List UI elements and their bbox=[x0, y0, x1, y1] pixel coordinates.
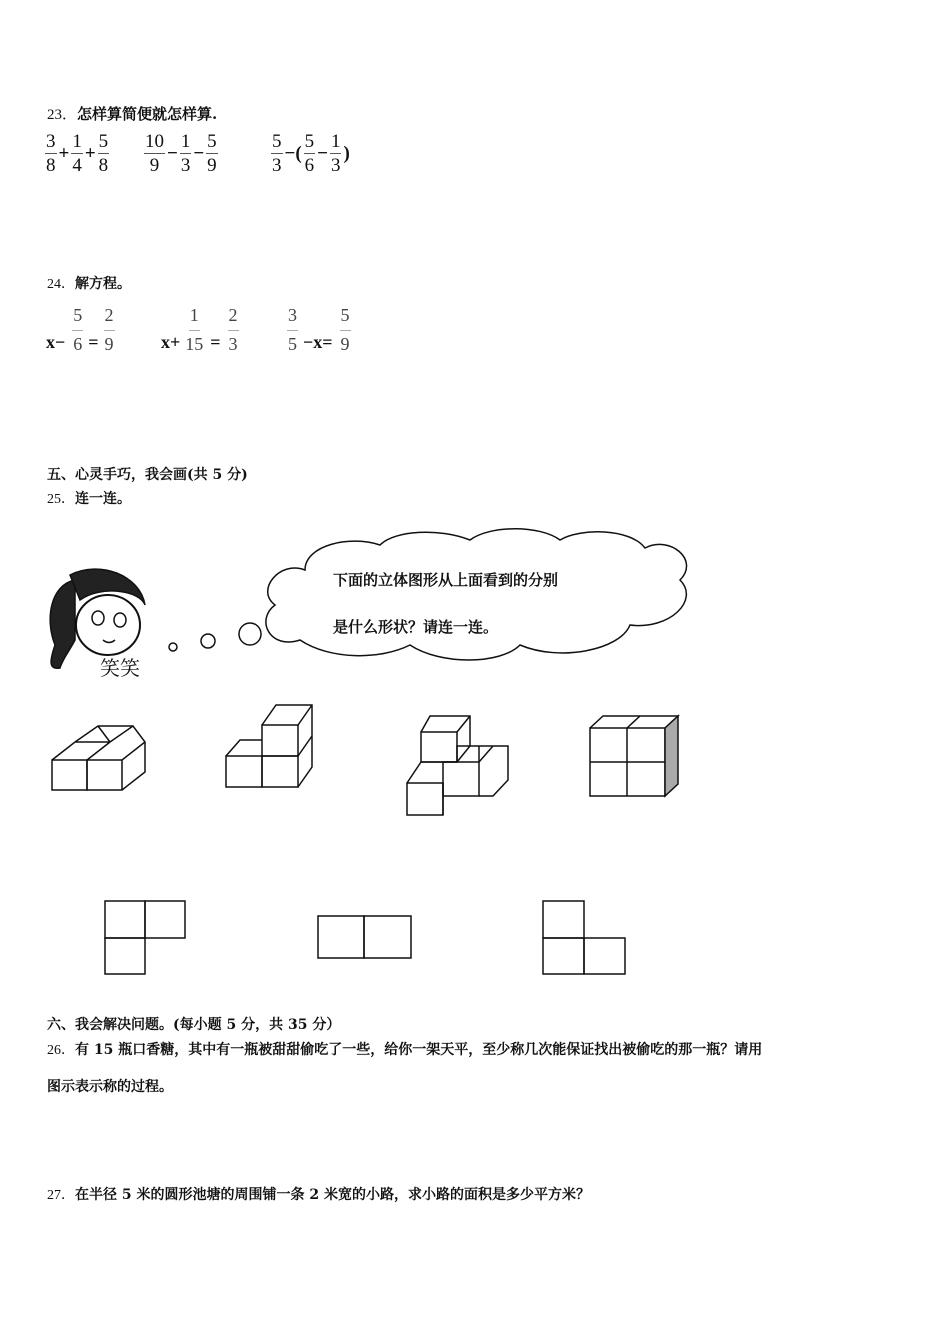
section5-heading: 五、心灵手巧，我会画(共 5 分) bbox=[47, 467, 248, 483]
operator: − bbox=[193, 142, 205, 164]
character-name: 笑笑 bbox=[100, 656, 140, 680]
section6-heading: 六、我会解决问题。(每小题 5 分，共 35 分） bbox=[47, 1017, 341, 1033]
equation-part: x+ bbox=[161, 332, 181, 352]
numerator: 5 bbox=[272, 131, 282, 152]
q27-number: 27． bbox=[47, 1188, 75, 1203]
q26-line-2: 图示表示称的过程。 bbox=[47, 1079, 173, 1095]
thought-dot-large bbox=[239, 623, 261, 645]
denominator: 8 bbox=[46, 155, 56, 176]
denominator: 9 bbox=[149, 155, 160, 176]
denominator: 15 bbox=[185, 334, 204, 354]
denominator: 6 bbox=[73, 334, 83, 354]
thought-dot-small bbox=[169, 643, 177, 651]
equation-part: = bbox=[88, 332, 99, 352]
bubble-line-2: 是什么形状？请连一连。 bbox=[333, 618, 499, 636]
numerator: 2 bbox=[104, 306, 115, 331]
q26-line-1 bbox=[47, 1039, 762, 1059]
q25-number: 25． bbox=[47, 492, 75, 507]
top-view-shape-2 bbox=[318, 916, 411, 958]
thought-cloud bbox=[266, 529, 687, 660]
solid-figure-3 bbox=[407, 716, 508, 815]
numerator: 1 bbox=[330, 131, 341, 152]
denominator: 5 bbox=[288, 334, 297, 354]
solid-figure-4 bbox=[590, 716, 678, 796]
thought-dot-medium bbox=[201, 634, 215, 648]
q23-number: 23． bbox=[47, 107, 78, 123]
denominator: 3 bbox=[180, 155, 191, 176]
operator: −( bbox=[284, 142, 302, 164]
denominator: 4 bbox=[72, 155, 82, 176]
numerator: 3 bbox=[287, 306, 298, 331]
denominator: 3 bbox=[330, 155, 341, 176]
denominator: 9 bbox=[104, 334, 114, 354]
operator: + bbox=[84, 142, 96, 164]
q25-text: 连一连。 bbox=[75, 491, 131, 507]
numerator: 2 bbox=[228, 306, 239, 331]
q23-text: 怎样算简便就怎样算. bbox=[77, 105, 218, 123]
q27 bbox=[47, 1184, 590, 1204]
equation-part: = bbox=[210, 332, 221, 352]
top-view-shape-1 bbox=[105, 901, 185, 974]
bubble-line-1: 下面的立体图形从上面看到的分别 bbox=[333, 571, 559, 589]
numerator: 1 bbox=[180, 131, 191, 152]
numerator: 1 bbox=[72, 131, 82, 152]
numerator: 1 bbox=[189, 306, 200, 331]
operator: ) bbox=[343, 142, 350, 164]
denominator: 9 bbox=[207, 155, 217, 176]
numerator: 5 bbox=[98, 131, 109, 152]
denominator: 8 bbox=[98, 155, 109, 176]
top-view-shape-3 bbox=[543, 901, 625, 974]
numerator: 10 bbox=[145, 131, 164, 152]
solid-figure-2 bbox=[226, 705, 312, 787]
equation-part: x− bbox=[46, 332, 66, 352]
numerator: 5 bbox=[304, 131, 315, 152]
q26-text: 有 15 瓶口香糖，其中有一瓶被甜甜偷吃了一些，给你一架天平，至少称几次能保证找出被偷吃的那一瓶？请用 bbox=[75, 1042, 763, 1058]
equation-part: −x= bbox=[303, 332, 333, 352]
numerator: 5 bbox=[207, 131, 217, 152]
solid-figure-1 bbox=[52, 726, 145, 790]
operator: − bbox=[317, 142, 328, 164]
q27-text: 在半径 5 米的圆形池塘的周围铺一条 2 米宽的小路，求小路的面积是多少平方米？ bbox=[75, 1187, 590, 1203]
operator: − bbox=[167, 142, 178, 164]
denominator: 9 bbox=[340, 334, 350, 354]
q26-number: 26． bbox=[47, 1043, 75, 1058]
operator: + bbox=[58, 142, 70, 164]
denominator: 6 bbox=[304, 155, 315, 176]
denominator: 3 bbox=[272, 155, 282, 176]
numerator: 3 bbox=[46, 131, 56, 152]
q24-number: 24． bbox=[47, 277, 75, 292]
denominator: 3 bbox=[228, 334, 238, 354]
q24-text: 解方程。 bbox=[75, 276, 131, 292]
numerator: 5 bbox=[72, 306, 83, 331]
numerator: 5 bbox=[340, 306, 351, 331]
